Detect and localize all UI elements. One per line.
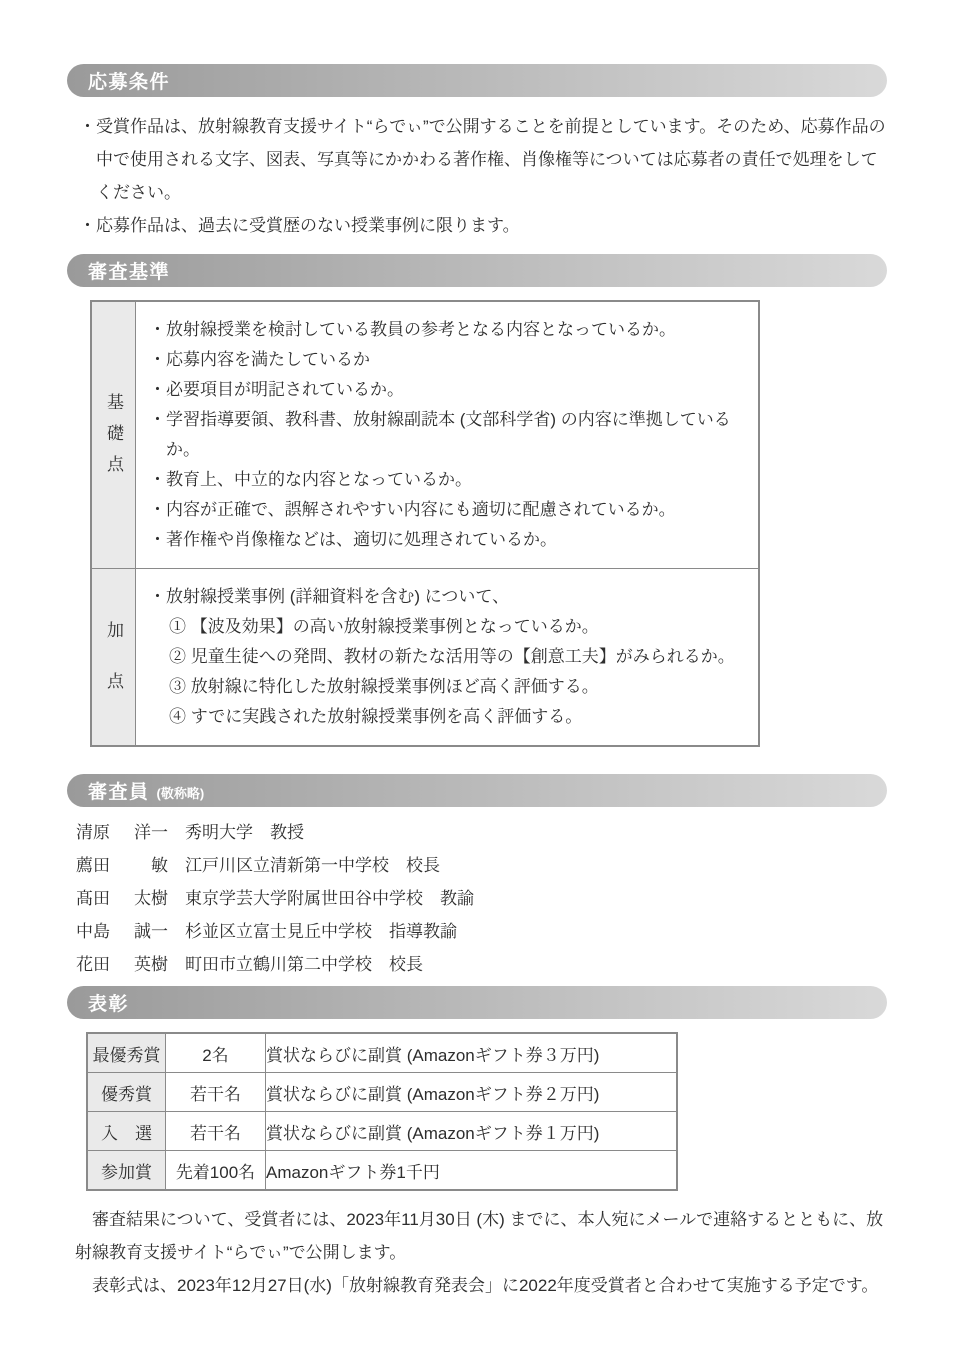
award-rank: 参加賞 <box>87 1151 166 1191</box>
criteria-subitem <box>149 702 748 732</box>
ceremony-note: 表彰式は、2023年12月27日(水)「放射線教育発表会」に2022年度受賞者と合わせて実施する予定です。 <box>92 1276 879 1295</box>
criteria-row-basic <box>91 301 759 569</box>
judge-row <box>76 915 887 948</box>
criteria-basic-list <box>149 315 748 555</box>
criteria-text: 教育上、中立的な内容となっているか。 <box>166 470 472 489</box>
criteria-text: 内容が正確で、誤解されやすい内容にも適切に配慮されているか。 <box>166 500 676 519</box>
bullet-marker: ・ <box>149 587 166 606</box>
award-prize: 賞状ならびに副賞 (Amazonギフト券２万円) <box>266 1073 678 1112</box>
criteria-text: 応募内容を満たしているか <box>166 350 370 369</box>
judge-given-name: 敏 <box>151 856 168 875</box>
bullet-marker: ・ <box>79 117 96 136</box>
judge-surname: 薦田 <box>76 856 110 875</box>
criteria-text: ③ 放射線に特化した放射線授業事例ほど高く評価する。 <box>169 677 599 696</box>
criteria-text: 放射線授業を検討している教員の参考となる内容となっているか。 <box>166 320 676 339</box>
section-title: 応募条件 <box>88 72 171 93</box>
award-rank: 優秀賞 <box>87 1073 166 1112</box>
bullet-marker: ・ <box>149 500 166 519</box>
judge-given-name: 太樹 <box>134 889 168 908</box>
judge-given-name: 誠一 <box>134 922 168 941</box>
criteria-label-bonus-text: 加点 <box>104 620 123 723</box>
judge-organization: 江戸川区立清新第一中学校 <box>185 856 389 875</box>
criteria-bonus-list <box>149 582 748 732</box>
judge-surname: 髙田 <box>76 889 110 908</box>
judge-row <box>76 948 887 981</box>
judge-surname: 花田 <box>76 955 110 974</box>
judge-position: 教諭 <box>440 889 474 908</box>
criteria-table <box>90 300 760 747</box>
bullet-marker: ・ <box>149 350 166 369</box>
criteria-label-basic-text: 基礎点 <box>104 393 123 486</box>
criteria-item <box>149 405 748 465</box>
criteria-item <box>149 345 748 375</box>
criteria-item <box>149 525 748 555</box>
judge-surname: 中島 <box>76 922 110 941</box>
award-count: 若干名 <box>166 1073 266 1112</box>
criteria-basic-cell <box>136 301 760 569</box>
section-criteria <box>67 254 887 747</box>
judge-organization: 町田市立鶴川第二中学校 <box>185 955 372 974</box>
criteria-text: ② 児童生徒への発問、教材の新たな活用等の【創意工夫】がみられるか。 <box>169 647 735 666</box>
award-prize: Amazonギフト券1千円 <box>266 1151 678 1191</box>
section-title-note: (敬称略) <box>156 785 205 801</box>
judge-organization: 杉並区立富士見丘中学校 <box>185 922 372 941</box>
criteria-label-basic <box>91 301 136 569</box>
judge-organization: 秀明大学 <box>185 823 253 842</box>
award-row <box>87 1112 677 1151</box>
award-rank: 最優秀賞 <box>87 1033 166 1073</box>
award-count: 先着100名 <box>166 1151 266 1191</box>
judges-list <box>76 816 887 981</box>
criteria-label-bonus <box>91 569 136 747</box>
section-header-conditions <box>67 64 887 97</box>
condition-text: 応募作品は、過去に受賞歴のない授業事例に限ります。 <box>96 216 520 235</box>
judge-position: 指導教諭 <box>389 922 457 941</box>
result-notification-note: 審査結果について、受賞者には、2023年11月30日 (木) までに、本人宛にメールで連絡するとともに、放射線教育支援サイト“らでぃ”で公開します。 <box>75 1210 884 1262</box>
section-title: 審査基準 <box>88 262 171 283</box>
bullet-marker: ・ <box>149 470 166 489</box>
judge-given-name: 洋一 <box>134 823 168 842</box>
criteria-item <box>149 465 748 495</box>
award-rank: 入 選 <box>87 1112 166 1151</box>
judge-row <box>76 849 887 882</box>
judge-organization: 東京学芸大学附属世田谷中学校 <box>185 889 423 908</box>
criteria-subitem <box>149 672 748 702</box>
criteria-text: ① 【波及効果】の高い放射線授業事例となっているか。 <box>169 617 599 636</box>
judge-row <box>76 882 887 915</box>
criteria-item <box>149 375 748 405</box>
condition-text: 受賞作品は、放射線教育支援サイト“らでぃ”で公開することを前提としています。そのため、応募作品の中で使用される文字、図表、写真等にかかわる著作権、肖像権等については応募者の責任で処理をしてください。 <box>96 117 886 202</box>
judge-position: 校長 <box>406 856 440 875</box>
criteria-subitem <box>149 612 748 642</box>
section-judges <box>67 774 887 981</box>
awards-table <box>86 1032 678 1191</box>
bullet-marker: ・ <box>79 216 96 235</box>
conditions-list <box>79 110 887 242</box>
award-row <box>87 1151 677 1191</box>
criteria-bonus-cell <box>136 569 760 747</box>
condition-item <box>79 209 887 242</box>
section-awards <box>67 986 887 1302</box>
section-header-criteria <box>67 254 887 287</box>
award-count: 若干名 <box>166 1112 266 1151</box>
criteria-item <box>149 582 748 612</box>
judge-row <box>76 816 887 849</box>
judge-position: 校長 <box>389 955 423 974</box>
bullet-marker: ・ <box>149 530 166 549</box>
judge-position: 教授 <box>270 823 304 842</box>
award-row <box>87 1073 677 1112</box>
condition-item <box>79 110 887 209</box>
criteria-text: 著作権や肖像権などは、適切に処理されているか。 <box>166 530 557 549</box>
criteria-subitem <box>149 642 748 672</box>
section-header-awards <box>67 986 887 1019</box>
criteria-text: 放射線授業事例 (詳細資料を含む) について、 <box>166 587 510 606</box>
bullet-marker: ・ <box>149 320 166 339</box>
section-title: 表彰 <box>88 994 130 1015</box>
judge-given-name: 英樹 <box>134 955 168 974</box>
award-prize: 賞状ならびに副賞 (Amazonギフト券３万円) <box>266 1033 678 1073</box>
section-title: 審査員 <box>88 782 150 803</box>
criteria-row-bonus <box>91 569 759 747</box>
section-conditions <box>67 64 887 242</box>
bullet-marker: ・ <box>149 410 166 429</box>
criteria-text: ④ すでに実践された放射線授業事例を高く評価する。 <box>169 707 583 726</box>
award-count: 2名 <box>166 1033 266 1073</box>
bullet-marker: ・ <box>149 380 166 399</box>
section-header-judges <box>67 774 887 807</box>
award-prize: 賞状ならびに副賞 (Amazonギフト券１万円) <box>266 1112 678 1151</box>
criteria-text: 必要項目が明記されているか。 <box>166 380 404 399</box>
criteria-text: 学習指導要領、教科書、放射線副読本 (文部科学省) の内容に準拠しているか。 <box>166 410 731 459</box>
criteria-item <box>149 495 748 525</box>
judge-surname: 清原 <box>76 823 110 842</box>
criteria-item <box>149 315 748 345</box>
award-row <box>87 1033 677 1073</box>
